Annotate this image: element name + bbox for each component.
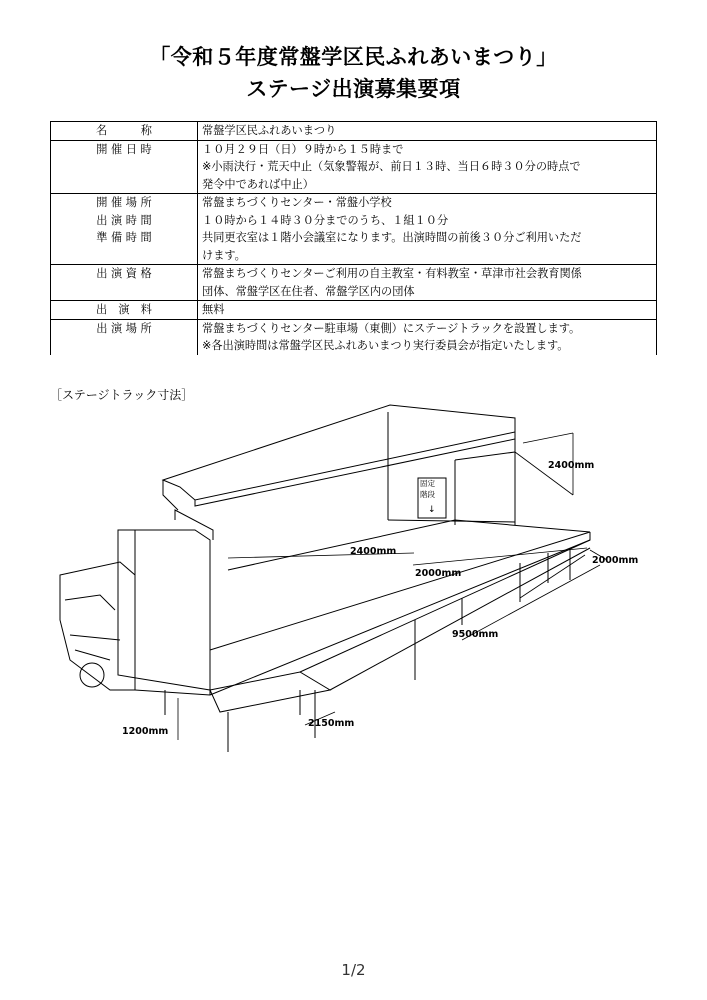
page-number: 1/2: [341, 961, 366, 979]
dim-front-width: 2150mm: [308, 718, 355, 729]
info-value-cell: [198, 319, 657, 355]
info-value-line: 常盤まちづくりセンター・常盤小学校: [202, 196, 392, 209]
info-label: 出 演 料: [96, 303, 152, 316]
info-row: [51, 229, 657, 265]
info-value-line: 無料: [202, 303, 225, 316]
info-label-cell: [51, 212, 198, 230]
stage-truck-diagram: [0, 395, 707, 765]
info-label: 出 演 場 所: [96, 321, 152, 335]
dim-roof-height: 2400mm: [548, 460, 595, 471]
info-label: 出 演 時 間: [96, 213, 152, 227]
stage-floor: [210, 520, 590, 650]
info-row: [51, 122, 657, 141]
info-value-line: 発令中であれば中止）: [202, 177, 314, 191]
info-value-line: 常盤学区民ふれあいまつり: [202, 124, 337, 137]
info-value-cell: [198, 194, 657, 212]
info-label-cell: [51, 140, 198, 194]
truck-roof: [163, 405, 515, 500]
info-row: [51, 212, 657, 230]
info-value-line: ※各出演時間は常盤学区民ふれあいまつり実行委員会が指定いたします。: [202, 339, 569, 352]
info-row: [51, 194, 657, 212]
left-wall-panel: [118, 530, 210, 690]
page-title-line2: ステージ出演募集要項: [246, 77, 461, 101]
info-label-cell: [51, 194, 198, 212]
info-row: [51, 301, 657, 320]
info-value-line: 団体、常盤学区在住者、常盤学区内の団体: [202, 284, 415, 298]
info-value-cell: [198, 212, 657, 230]
info-table: [50, 121, 657, 355]
info-value-line: けます。: [202, 248, 246, 262]
info-label: 名 称: [96, 124, 152, 137]
info-value-cell: [198, 265, 657, 301]
info-value-cell: [198, 229, 657, 265]
info-label: 開 催 場 所: [96, 196, 152, 209]
info-value-cell: [198, 122, 657, 141]
dim-right-width: 2000mm: [592, 555, 639, 566]
info-label-cell: [51, 229, 198, 265]
stair-arrow: ↓: [428, 505, 436, 515]
info-label-cell: [51, 301, 198, 320]
info-value-cell: [198, 140, 657, 194]
info-label-cell: [51, 265, 198, 301]
info-label: 出 演 資 格: [96, 267, 152, 280]
info-value-line: １０時から１４時３０分までのうち、１組１０分: [202, 213, 449, 227]
info-label-cell: [51, 319, 198, 355]
diagram-section-label: ［ステージトラック寸法］: [50, 388, 194, 402]
front-stage: [210, 672, 330, 712]
dim-stage-length: 9500mm: [452, 629, 499, 640]
page-title-line1: 「令和５年度常盤学区民ふれあいまつり」: [149, 45, 558, 69]
info-label-cell: [51, 122, 198, 141]
info-value-line: 共同更衣室は１階小会議室になります。出演時間の前後３０分ご利用いただ: [202, 231, 582, 244]
dim-back-depth: 2400mm: [350, 546, 397, 557]
dim-stage-height: 1200mm: [122, 726, 169, 737]
info-row: [51, 265, 657, 301]
dim-mid-width: 2000mm: [415, 568, 462, 579]
info-value-line: 常盤まちづくりセンターご利用の自主教室・有料教室・草津市社会教育関係: [202, 267, 582, 280]
stair-label-2: 階段: [420, 490, 435, 499]
stair-label: 固定: [420, 479, 435, 488]
info-row: [51, 140, 657, 194]
info-value-line: １０月２９日（日）９時から１５時まで: [202, 142, 404, 156]
info-label: 準 備 時 間: [96, 231, 152, 244]
info-row: [51, 319, 657, 355]
truck-cab: [60, 562, 135, 690]
info-value-line: ※小雨決行・荒天中止（気象警報が、前日１３時、当日６時３０分の時点で: [202, 160, 581, 173]
info-label: 開 催 日 時: [96, 142, 152, 156]
info-value-line: 常盤まちづくりセンター駐車場（東側）にステージトラックを設置します。: [202, 321, 581, 335]
info-value-cell: [198, 301, 657, 320]
